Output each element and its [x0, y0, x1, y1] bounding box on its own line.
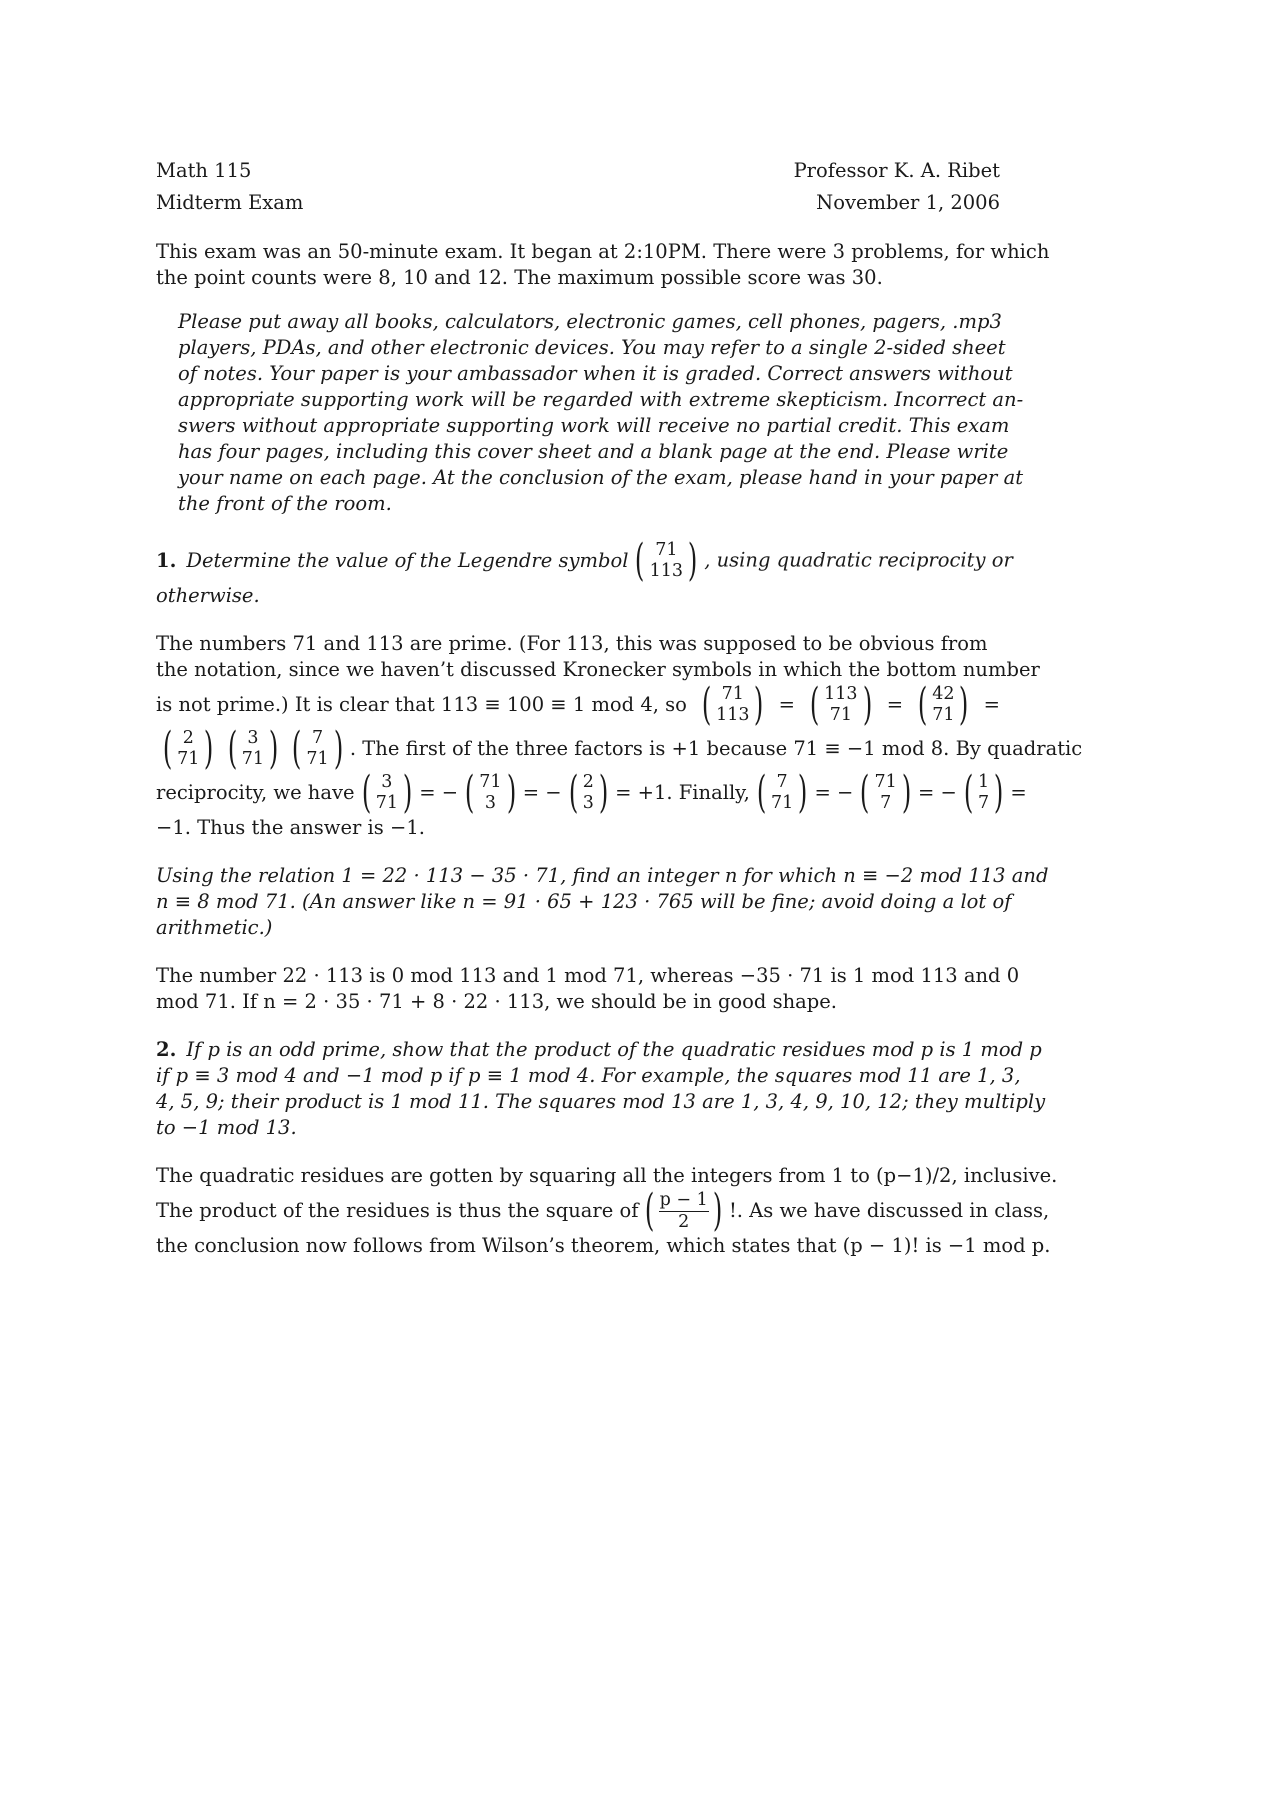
symbol-top: 71 [874, 772, 897, 792]
header-left [156, 155, 303, 219]
answer-text: . The first of the three factors is +1 because 71 ≡ −1 mod 8. By quadratic [349, 737, 1083, 760]
symbol-bottom: 71 [177, 749, 200, 769]
answer-line: the notation, since we haven’t discussed Kronecker symbols in which the bottom number [156, 658, 1040, 681]
symbol-top: 2 [582, 772, 594, 792]
intro-paragraph [156, 239, 1050, 291]
symbol-bottom: 71 [932, 705, 955, 725]
answer-math-line [156, 1185, 1050, 1236]
answer-line: −1. Thus the answer is −1. [156, 816, 425, 839]
notice-line: swers without appropriate supporting work will receive no partial credit. This exam [178, 414, 1010, 437]
answer-line: The numbers 71 and 113 are prime. (For 113, this was supposed to be obvious from [156, 632, 988, 655]
problem-1 [156, 535, 1013, 609]
answer-text: is not prime.) It is clear that 113 ≡ 100 ≡ 1 mod 4, so [156, 693, 687, 716]
answer-math-line: is not prime.) It is clear that 113 ≡ 100 ≡ 1 mod 4, so ( 71 113 ) = ( 113 71 ) = ( 42 71 ) = [156, 679, 1000, 730]
symbol-bottom: 7 [880, 793, 892, 813]
symbol-bottom: 3 [582, 793, 594, 813]
problem-1-answer [156, 631, 1083, 841]
problem-number: 1. [156, 549, 177, 572]
question-line: n ≡ 8 mod 71. (An answer like n = 91 · 65 + 123 · 765 will be fine; avoid doing a lot of [156, 890, 1012, 913]
symbol-bottom: 7 [978, 793, 990, 813]
problem-2-answer [156, 1163, 1058, 1259]
symbol-top: 71 [479, 772, 502, 792]
symbol-top: 1 [978, 772, 990, 792]
question-line: Using the relation 1 = 22 · 113 − 35 · 71, find an integer n for which n ≡ −2 mod 113 and [156, 864, 1049, 887]
legendre-symbol: ( 71 3 ) [464, 767, 516, 818]
notice-line: appropriate supporting work will be regarded with extreme skepticism. Incorrect an- [178, 388, 1024, 411]
header [156, 155, 1000, 219]
legendre-symbol: ( 1 7 ) [963, 767, 1004, 818]
instructions-notice [178, 309, 1024, 517]
legendre-symbol: ( 2 3 ) [568, 767, 609, 818]
fraction: ( $\frac{p - 1}{2}$ ) [645, 1185, 723, 1236]
fraction-numerator: p − 1 [659, 1189, 708, 1210]
intro-line: This exam was an 50-minute exam. It began at 2:10PM. There were 3 problems, for which [156, 240, 1050, 263]
answer-math-line: reciprocity, we have ( 3 71 ) = − ( 71 3 ) = − ( 2 3 ) = +1. Finally, ( 7 71 ) = − ( 71 7 ) = − ( 1 7 ) = [156, 767, 1027, 818]
symbol-bottom: 71 [375, 793, 399, 813]
answer-line: mod 71. If n = 2 · 35 · 71 + 8 · 22 · 113, we should be in good shape. [156, 990, 838, 1013]
answer-text: !. As we have discussed in class, [728, 1199, 1050, 1222]
notice-line: the front of the room. [178, 492, 392, 515]
answer-line: The number 22 · 113 is 0 mod 113 and 1 mod 71, whereas −35 · 71 is 1 mod 113 and 0 [156, 964, 1020, 987]
question-text: If p is an odd prime, show that the product of the quadratic residues mod p is 1 mod p [186, 1038, 1042, 1061]
problem-1-text: otherwise. [156, 584, 260, 607]
professor-name: Professor K. A. Ribet [793, 159, 1000, 182]
legendre-symbol: ( 113 71 ) [809, 679, 872, 730]
answer-text: = +1. Finally, [615, 781, 750, 804]
answer-text: reciprocity, we have [156, 781, 355, 804]
header-right [794, 155, 1000, 219]
problem-1-text: Determine the value of the Legendre symbol [186, 549, 629, 572]
symbol-top: 71 [721, 684, 744, 704]
problem-1-text: , using quadratic reciprocity or [704, 548, 1013, 572]
legendre-symbol: ( 7 71 ) [756, 767, 808, 818]
answer-math-line [156, 723, 1083, 774]
question-line: if p ≡ 3 mod 4 and −1 mod p if p ≡ 1 mod 4. For example, the squares mod 11 are 1, 3, [156, 1064, 1021, 1087]
symbol-top: 2 [182, 728, 194, 748]
fraction-denominator: 2 [678, 1211, 690, 1232]
question-line: to −1 mod 13. [156, 1116, 297, 1139]
symbol-top: 7 [311, 728, 324, 748]
problem-1-part-2-answer [156, 963, 1020, 1015]
problem-2 [156, 1037, 1046, 1141]
exam-title: Midterm Exam [156, 191, 304, 214]
legendre-symbol: ( 42 71 ) [917, 679, 969, 730]
notice-line: your name on each page. At the conclusion of the exam, please hand in your paper at [178, 466, 1024, 489]
legendre-symbol: ( 3 71 ) [227, 723, 279, 774]
problem-1-part-2 [156, 863, 1049, 941]
exam-date: November 1, 2006 [816, 191, 1000, 214]
symbol-top: 71 [655, 540, 678, 560]
symbol-bottom: 3 [484, 793, 496, 813]
intro-line: the point counts were 8, 10 and 12. The maximum possible score was 30. [156, 266, 883, 289]
notice-line: Please put away all books, calculators, electronic games, cell phones, pagers, .mp3 [178, 310, 1002, 333]
notice-line: players, PDAs, and other electronic devices. You may refer to a single 2-sided sheet [178, 336, 1006, 359]
symbol-bottom: 71 [770, 793, 794, 813]
symbol-top: 42 [932, 684, 955, 704]
symbol-top: 113 [824, 684, 858, 704]
notice-line: of notes. Your paper is your ambassador when it is graded. Correct answers without [178, 362, 1013, 385]
exam-page [156, 155, 1083, 1259]
symbol-bottom: 71 [306, 749, 329, 769]
legendre-symbol: ( 71 7 ) [860, 767, 912, 818]
problem-1-question-line [156, 535, 1013, 586]
legendre-symbol: ( 71 113 ) [701, 679, 764, 730]
legendre-symbol: ( 2 71 ) [162, 723, 214, 774]
problem-number: 2. [156, 1038, 177, 1061]
legendre-symbol: ( 3 71 ) [361, 767, 413, 818]
symbol-top: 3 [247, 728, 259, 748]
question-line: arithmetic.) [156, 916, 273, 939]
answer-text: The product of the residues is thus the square of [156, 1199, 639, 1222]
notice-line: has four pages, including this cover sheet and a blank page at the end. Please write [178, 440, 1009, 463]
symbol-bottom: 113 [716, 705, 750, 725]
legendre-symbol: ( 71 113 ) [635, 535, 698, 586]
question-line: 4, 5, 9; their product is 1 mod 11. The squares mod 13 are 1, 3, 4, 9, 10, 12; they multiply [156, 1090, 1046, 1113]
symbol-bottom: 71 [241, 749, 265, 769]
answer-line: the conclusion now follows from Wilson’s theorem, which states that (p − 1)! is −1 mod p. [156, 1234, 1051, 1257]
answer-line: The quadratic residues are gotten by squaring all the integers from 1 to (p−1)/2, inclusive. [156, 1164, 1058, 1187]
symbol-bottom: 71 [829, 705, 852, 725]
course-title: Math 115 [156, 159, 252, 182]
symbol-top: 3 [381, 772, 393, 792]
symbol-top: 7 [776, 772, 788, 792]
legendre-symbol: ( 7 71 ) [292, 723, 344, 774]
symbol-bottom: 113 [649, 561, 684, 581]
